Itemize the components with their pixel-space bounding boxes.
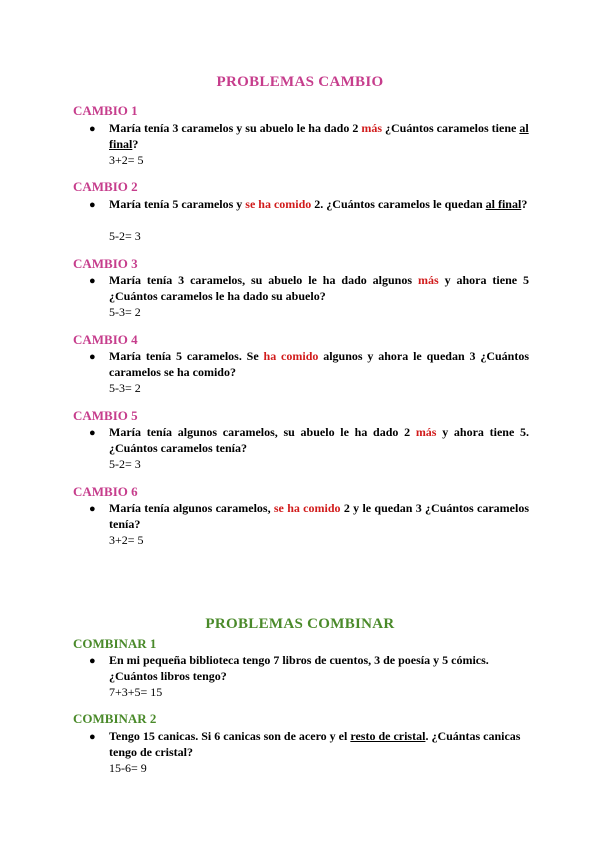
- bullet-icon: ●: [89, 351, 96, 363]
- problem-title: CAMBIO 1: [73, 103, 138, 118]
- problem-answer: 3+2= 5: [109, 533, 144, 547]
- problem-title: CAMBIO 5: [73, 408, 138, 423]
- highlight-keyword: más: [361, 121, 382, 135]
- problem-text: María tenía 3 caramelos, su abuelo le ha dado algunos más y ahora tiene 5 ¿Cuántos caramelos le ha dado su abuelo?: [109, 273, 530, 303]
- highlight-keyword: se ha comido: [273, 501, 341, 515]
- problem-text: María tenía algunos caramelos, su abuelo le ha dado 2 más y ahora tiene 5. ¿Cuántos caramelos tenía?: [109, 425, 529, 455]
- bullet-icon: ●: [89, 731, 96, 743]
- highlight-keyword: se ha comido: [245, 197, 312, 211]
- problem-answer: 5-3= 2: [109, 305, 141, 319]
- highlight-keyword: ha comido: [263, 349, 319, 363]
- problem-title: COMBINAR 1: [73, 636, 157, 651]
- problem-title: CAMBIO 4: [73, 332, 138, 347]
- bullet-icon: ●: [89, 123, 96, 135]
- problem-title: CAMBIO 6: [73, 484, 138, 499]
- problem-answer: 7+3+5= 15: [109, 685, 163, 699]
- underlined-keyword: al final: [109, 121, 529, 151]
- underlined-keyword: resto de cristal: [350, 729, 426, 743]
- bullet-icon: ●: [89, 655, 96, 667]
- problem-title: COMBINAR 2: [73, 711, 157, 726]
- problem-text: María tenía algunos caramelos, se ha comido 2 y le quedan 3 ¿Cuántos caramelos tenía?: [109, 501, 530, 531]
- problem-text: En mi pequeña biblioteca tengo 7 libros de cuentos, 3 de poesía y 5 cómics. ¿Cuántos libros tengo?: [109, 653, 489, 683]
- problem-text: María tenía 3 caramelos y su abuelo le ha dado 2 más ¿Cuántos caramelos tiene al final?: [109, 121, 529, 151]
- problem-title: CAMBIO 2: [73, 179, 138, 194]
- bullet-icon: ●: [89, 503, 96, 515]
- highlight-keyword: más: [415, 425, 437, 439]
- problem-answer: 5-3= 2: [109, 381, 141, 395]
- problem-text: María tenía 5 caramelos. Se ha comido algunos y ahora le quedan 3 ¿Cuántos caramelos se ha comido?: [109, 349, 529, 379]
- problem-answer: 5-2= 3: [109, 457, 141, 471]
- problem-answer: 5-2= 3: [109, 229, 141, 243]
- problem-answer: 3+2= 5: [109, 153, 144, 167]
- underlined-keyword: al final: [485, 197, 522, 211]
- bullet-icon: ●: [89, 427, 96, 439]
- problem-answer: 15-6= 9: [109, 761, 147, 775]
- problem-title: CAMBIO 3: [73, 256, 138, 271]
- bullet-icon: ●: [89, 275, 96, 287]
- section-title-combinar: PROBLEMAS COMBINAR: [205, 616, 395, 632]
- section-title-cambio: PROBLEMAS CAMBIO: [216, 74, 384, 90]
- bullet-icon: ●: [89, 199, 96, 211]
- highlight-keyword: más: [417, 273, 439, 287]
- problem-text: Tengo 15 canicas. Si 6 canicas son de acero y el resto de cristal. ¿Cuántas canicas tengo de cristal?: [109, 729, 521, 759]
- problem-text: María tenía 5 caramelos y se ha comido 2. ¿Cuántos caramelos le quedan al final?: [109, 197, 528, 211]
